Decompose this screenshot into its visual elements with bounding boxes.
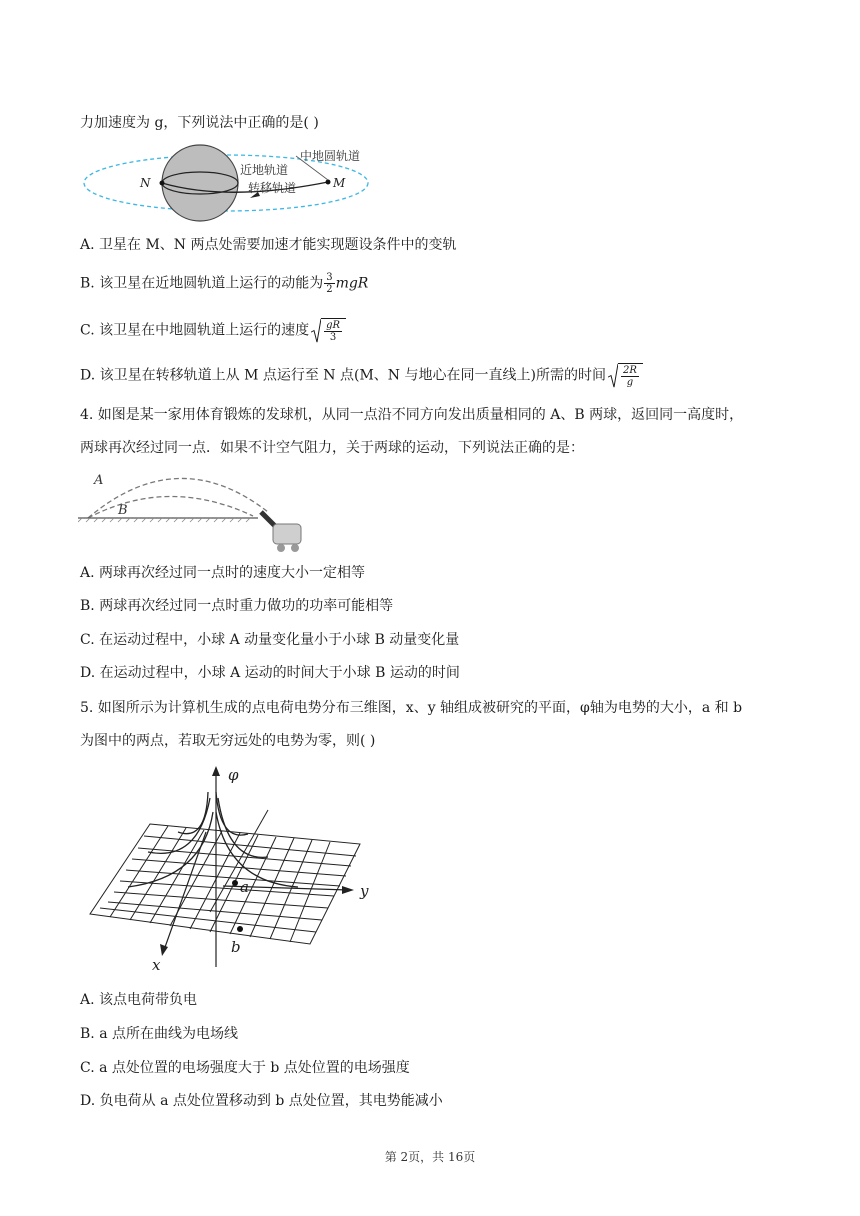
q3-option-b: B. 该卫星在近地圆轨道上运行的动能为 $\frac{3}{2}$ mgR xyxy=(80,272,369,295)
sqrt-expression: $\frac{gR}{3}$ xyxy=(311,318,346,343)
q4-option-d: D. 在运动过程中，小球 A 运动的时间大于小球 B 运动的时间 xyxy=(80,665,460,681)
q4-stem-line1: 4. 如图是某一家用体育锻炼的发球机，从同一点沿不同方向发出质量相同的 A、B 两球，返回同一高度时， xyxy=(80,407,744,423)
q5-option-a: A. 该点电荷带负电 xyxy=(80,992,198,1008)
q4-option-c: C. 在运动过程中，小球 A 动量变化量小于小球 B 动量变化量 xyxy=(80,632,460,648)
axis-label-x: x xyxy=(152,956,161,974)
axis-label-phi: φ xyxy=(228,766,239,784)
label-near-orbit: 近地轨道 xyxy=(240,163,289,177)
orbit-figure xyxy=(78,142,378,224)
label-ball-a: A xyxy=(94,473,104,488)
q5-option-d: D. 负电荷从 a 点处位置移动到 b 点处位置，其电势能减小 xyxy=(80,1093,443,1109)
label-mid-orbit: 中地圆轨道 xyxy=(300,149,361,163)
fraction: $\frac{3}{2}$ xyxy=(326,272,333,295)
label-ball-b: B xyxy=(118,503,128,518)
label-point-m: M xyxy=(333,176,346,190)
q4-option-b: B. 两球再次经过同一点时重力做功的功率可能相等 xyxy=(80,598,394,614)
q4-option-a: A. 两球再次经过同一点时的速度大小一定相等 xyxy=(80,565,366,581)
label-point-n: N xyxy=(140,176,151,190)
question-3-stem-end: 力加速度为 g，下列说法中正确的是( ) xyxy=(80,115,319,131)
sqrt-expression: $\frac{2R}{g}$ xyxy=(608,363,643,388)
q5-stem-line1: 5. 如图所示为计算机生成的点电荷电势分布三维图，x、y 轴组成被研究的平面，φ轴为电势的大小，a 和 b xyxy=(80,700,743,716)
q3-option-d: D. 该卫星在转移轨道上从 M 点运行至 N 点(M、N 与地心在同一直线上)所需的时间 $\frac{2R}{g}$ xyxy=(80,363,643,388)
label-transfer-orbit: 转移轨道 xyxy=(248,181,297,195)
q4-stem-line2: 两球再次经过同一点．如果不计空气阻力，关于两球的运动，下列说法正确的是： xyxy=(80,440,584,456)
axis-label-y: y xyxy=(360,882,369,900)
q3-option-a: A. 卫星在 M、N 两点处需要加速才能实现题设条件中的变轨 xyxy=(80,237,457,253)
launcher-figure xyxy=(78,462,313,554)
q5-option-c: C. a 点处位置的电场强度大于 b 点处位置的电场强度 xyxy=(80,1060,410,1076)
q5-option-b: B. a 点所在曲线为电场线 xyxy=(80,1026,238,1042)
point-label-a: a xyxy=(240,878,249,896)
q5-stem-line2: 为图中的两点，若取无穷远处的电势为零，则( ) xyxy=(80,733,376,749)
q3-option-c: C. 该卫星在中地圆轨道上运行的速度 $\frac{gR}{3}$ xyxy=(80,318,346,343)
point-label-b: b xyxy=(231,938,241,956)
page-footer: 第 2页，共 16页 xyxy=(384,1150,476,1164)
potential-surface-figure xyxy=(88,762,388,977)
